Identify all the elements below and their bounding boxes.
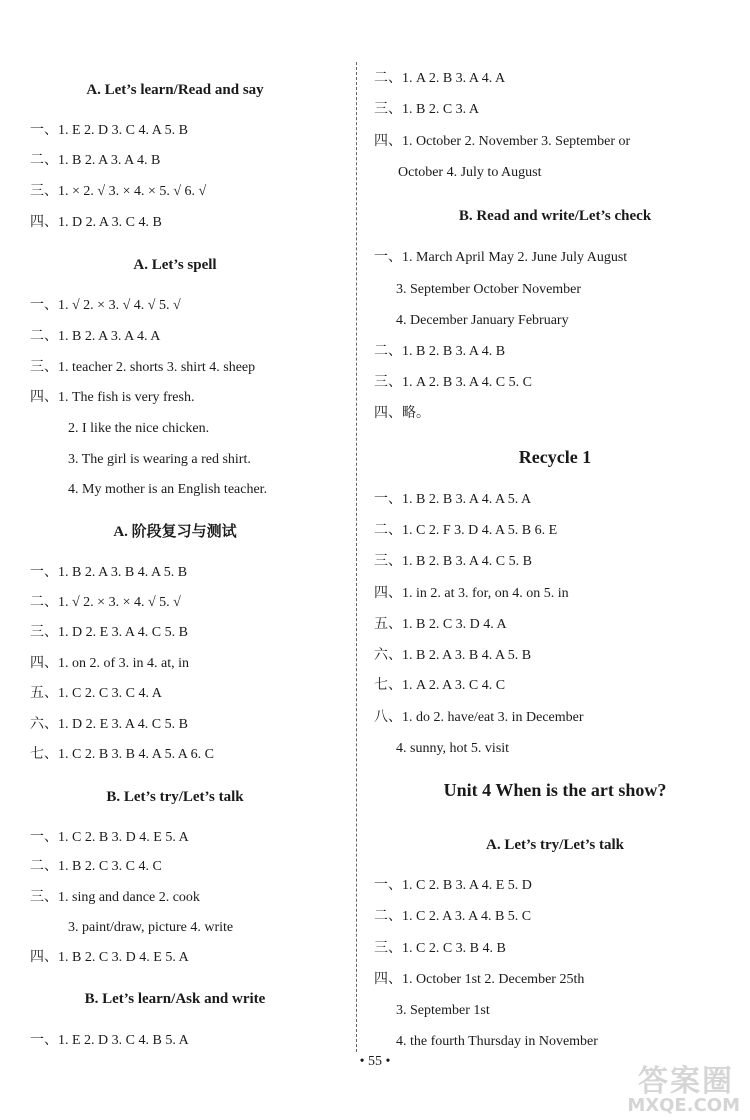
answer-line: 四、1. D 2. A 3. C 4. B xyxy=(30,215,162,230)
watermark-logo-text: 答案圈 xyxy=(638,1064,734,1099)
section-title: A. Let’s try/Let’s talk xyxy=(485,837,625,853)
answer-line: 一、1. B 2. A 3. B 4. A 5. B xyxy=(30,565,188,580)
section-title: B. Let’s learn/Ask and write xyxy=(84,991,266,1007)
answer-line: 四、1. October 1st 2. December 25th xyxy=(374,972,585,987)
answer-line: 五、1. C 2. C 3. C 4. A xyxy=(30,686,162,701)
answer-line: 七、1. A 2. A 3. C 4. C xyxy=(374,678,506,693)
answer-line: 四、1. in 2. at 3. for, on 4. on 5. in xyxy=(374,586,569,601)
answer-line: 三、1. C 2. C 3. B 4. B xyxy=(374,941,506,956)
answer-line: 四、1. The fish is very fresh. xyxy=(30,390,195,405)
watermark-url: MXQE.COM xyxy=(627,1095,740,1116)
answer-line: 三、1. sing and dance 2. cook xyxy=(30,890,200,905)
answer-line: 二、1. B 2. A 3. A 4. B xyxy=(30,153,161,168)
answer-line: 一、1. B 2. B 3. A 4. A 5. A xyxy=(374,492,532,507)
answer-line: 二、1. B 2. C 3. C 4. C xyxy=(30,859,162,874)
answer-line: 三、1. D 2. E 3. A 4. C 5. B xyxy=(30,625,188,640)
answer-line: 4. My mother is an English teacher. xyxy=(68,482,268,497)
section-title: B. Let’s try/Let’s talk xyxy=(106,789,244,805)
site-watermark xyxy=(594,1056,744,1116)
answer-line: October 4. July to August xyxy=(398,165,542,180)
answer-line: 4. December January February xyxy=(396,313,569,328)
answer-line: 4. sunny, hot 5. visit xyxy=(396,741,510,756)
answer-line: 三、1. A 2. B 3. A 4. C 5. C xyxy=(374,375,532,390)
answer-line: 二、1. A 2. B 3. A 4. A xyxy=(374,71,506,86)
answer-line: 二、1. C 2. A 3. A 4. B 5. C xyxy=(374,909,532,924)
answer-line: 二、1. B 2. B 3. A 4. B xyxy=(374,344,506,359)
section-title: A. 阶段复习与测试 xyxy=(113,524,237,540)
answer-line: 四、1. October 2. November 3. September or xyxy=(374,134,631,149)
answer-line: 二、1. C 2. F 3. D 4. A 5. B 6. E xyxy=(374,523,558,538)
answer-line: 四、1. B 2. C 3. D 4. E 5. A xyxy=(30,950,189,965)
answer-line: 3. The girl is wearing a red shirt. xyxy=(68,452,251,467)
answer-line: 二、1. B 2. A 3. A 4. A xyxy=(30,329,161,344)
answer-line: 一、1. C 2. B 3. A 4. E 5. D xyxy=(374,878,532,893)
answer-line: 2. I like the nice chicken. xyxy=(68,421,210,436)
answer-line: 三、1. teacher 2. shorts 3. shirt 4. sheep xyxy=(30,360,256,375)
answer-line: 一、1. C 2. B 3. D 4. E 5. A xyxy=(30,830,189,845)
answer-line: 四、略。 xyxy=(374,406,430,421)
answer-line: 3. September October November xyxy=(396,282,582,297)
section-title: B. Read and write/Let’s check xyxy=(458,208,652,224)
answer-line: 4. the fourth Thursday in November xyxy=(396,1034,598,1049)
section-title: A. Let’s spell xyxy=(133,257,217,273)
answer-line: 3. September 1st xyxy=(396,1003,490,1018)
answer-line: 一、1. √ 2. × 3. √ 4. √ 5. √ xyxy=(30,298,181,313)
answer-line: 三、1. × 2. √ 3. × 4. × 5. √ 6. √ xyxy=(30,184,207,199)
answer-line: 三、1. B 2. C 3. A xyxy=(374,102,480,117)
answer-line: 八、1. do 2. have/eat 3. in December xyxy=(374,710,584,725)
answer-line: 一、1. March April May 2. June July August xyxy=(374,250,628,265)
unit-title: Unit 4 When is the art show? xyxy=(443,780,667,800)
answer-line: 一、1. E 2. D 3. C 4. A 5. B xyxy=(30,123,188,138)
column-divider xyxy=(356,62,357,1052)
section-title: A. Let’s learn/Read and say xyxy=(86,82,264,98)
page-number: • 55 • xyxy=(359,1054,391,1069)
answer-line: 五、1. B 2. C 3. D 4. A xyxy=(374,617,507,632)
answer-line: 二、1. √ 2. × 3. × 4. √ 5. √ xyxy=(30,595,181,610)
answer-line: 六、1. D 2. E 3. A 4. C 5. B xyxy=(30,717,188,732)
answer-line: 四、1. on 2. of 3. in 4. at, in xyxy=(30,656,190,671)
answer-line: 六、1. B 2. A 3. B 4. A 5. B xyxy=(374,648,532,663)
answer-line: 三、1. B 2. B 3. A 4. C 5. B xyxy=(374,554,532,569)
section-title: Recycle 1 xyxy=(518,447,592,467)
answer-line: 一、1. E 2. D 3. C 4. B 5. A xyxy=(30,1033,189,1048)
answer-line: 七、1. C 2. B 3. B 4. A 5. A 6. C xyxy=(30,747,214,762)
answer-line: 3. paint/draw, picture 4. write xyxy=(68,920,234,935)
